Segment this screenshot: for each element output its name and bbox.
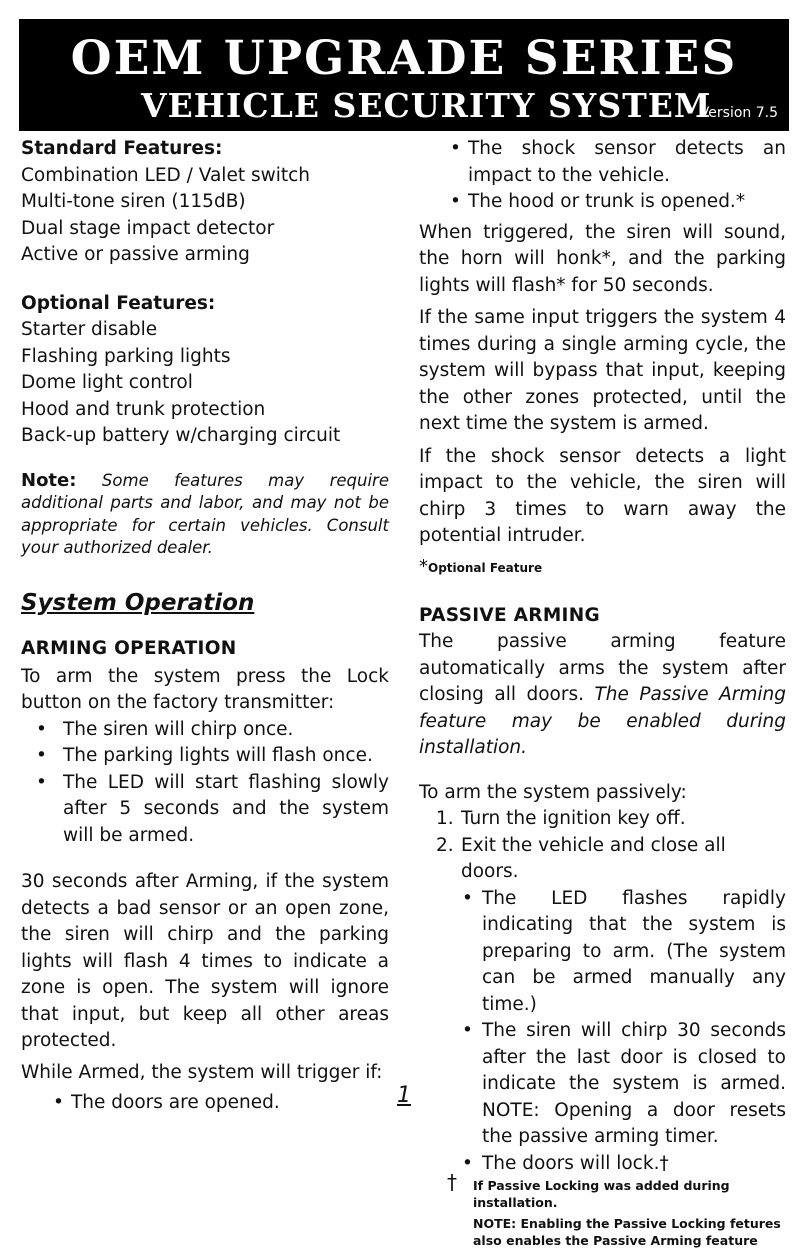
list-item: • The parking lights will flash once.	[36, 745, 373, 766]
left-column	[21, 136, 389, 1117]
optional-feature-item: Dome light control	[21, 372, 193, 393]
version-label: Version 7.5	[699, 105, 778, 121]
note-text: Some features may require additional parts and labor, and may not be appropriate for certain vehicles. Consult your authorized dealer.	[21, 470, 389, 557]
list-item: • The siren will chirp 30 seconds after the last door is closed to indicate the system is armed. NOTE: Opening a door resets the passive arming timer.	[462, 1020, 786, 1147]
list-item: 2. Exit the vehicle and close all doors.	[436, 834, 726, 882]
list-item: • The LED flashes rapidly indicating that the system is preparing to arm. (The system can be armed manually any time.)	[462, 887, 786, 1015]
note-paragraph	[21, 470, 389, 560]
list-item: 1. Turn the ignition key off.	[436, 808, 686, 829]
standard-features-heading: Standard Features:	[21, 138, 223, 159]
shock-paragraph: If the shock sensor detects a light impact to the vehicle, the siren will chirp 3 times to warn away the potential intruder.	[419, 445, 786, 546]
arming-bullet-list	[21, 717, 389, 850]
trigger-bullet-list-continued	[419, 136, 786, 216]
passive-locking-note: NOTE: Enabling the Passive Locking fetures also enables the Passive Arming feature	[473, 1216, 781, 1248]
standard-feature-item: Multi-tone siren (115dB)	[21, 191, 246, 212]
optional-features-heading: Optional Features:	[21, 292, 216, 314]
list-item: • The shock sensor detects an impact to the vehicle.	[450, 138, 786, 186]
passive-intro: The passive arming feature automatically arms the system after closing all doors. The Passive Arming feature may be enabled during installation.	[419, 631, 786, 758]
arming-operation-heading: ARMING OPERATION	[21, 637, 237, 659]
passive-sub-bullet-list	[419, 886, 786, 1178]
system-operation-title: System Operation	[21, 589, 255, 616]
standard-feature-item: Combination LED / Valet switch	[21, 164, 311, 186]
steps-intro: To arm the system passively:	[419, 781, 687, 803]
dagger-footnote: † If Passive Locking was added during installation.	[447, 1170, 730, 1210]
list-item: • The doors are opened.	[53, 1092, 280, 1113]
document-subtitle: VEHICLE SECURITY SYSTEM	[141, 86, 712, 125]
standard-feature-item: Active or passive arming	[21, 244, 250, 265]
optional-feature-item: Hood and trunk protection	[21, 398, 266, 420]
optional-feature-item: Starter disable	[21, 319, 158, 340]
header-banner	[19, 19, 789, 131]
page-number: 1	[397, 1083, 411, 1108]
bad-sensor-paragraph: 30 seconds after Arming, if the system detects a bad sensor or an open zone, the siren will chirp and the parking lights will flash 4 times to indicate a zone is open. The system will ignore that input, but keep all other areas protected.	[21, 871, 389, 1051]
document-title: OEM UPGRADE SERIES	[70, 31, 738, 86]
trigger-intro: While Armed, the system will trigger if:	[21, 1061, 383, 1083]
passive-steps-list	[419, 806, 786, 886]
optional-feature-item: Back-up battery w/charging circuit	[21, 425, 341, 446]
arming-intro: To arm the system press the Lock button on the factory transmitter:	[21, 665, 389, 713]
optional-feature-footnote: *Optional Feature	[419, 555, 543, 577]
list-item: • The doors will lock.†	[462, 1152, 669, 1174]
standard-feature-item: Dual stage impact detector	[21, 217, 275, 239]
note-label: Note:	[21, 469, 77, 491]
list-item: • The hood or trunk is opened.*	[450, 191, 746, 212]
triggered-paragraph: When triggered, the siren will sound, the horn will honk*, and the parking lights will flash* for 50 seconds.	[419, 221, 786, 296]
list-item: • The LED will start flashing slowly after 5 seconds and the system will be armed.	[36, 771, 389, 846]
list-item: • The siren will chirp once.	[36, 718, 294, 740]
bypass-paragraph: If the same input triggers the system 4 times during a single arming cycle, the system will bypass that input, keeping the other zones protected, until the next time the system is armed.	[419, 307, 786, 434]
dagger-symbol: †	[447, 1170, 457, 1194]
optional-feature-item: Flashing parking lights	[21, 345, 231, 367]
passive-arming-heading: PASSIVE ARMING	[419, 605, 600, 626]
